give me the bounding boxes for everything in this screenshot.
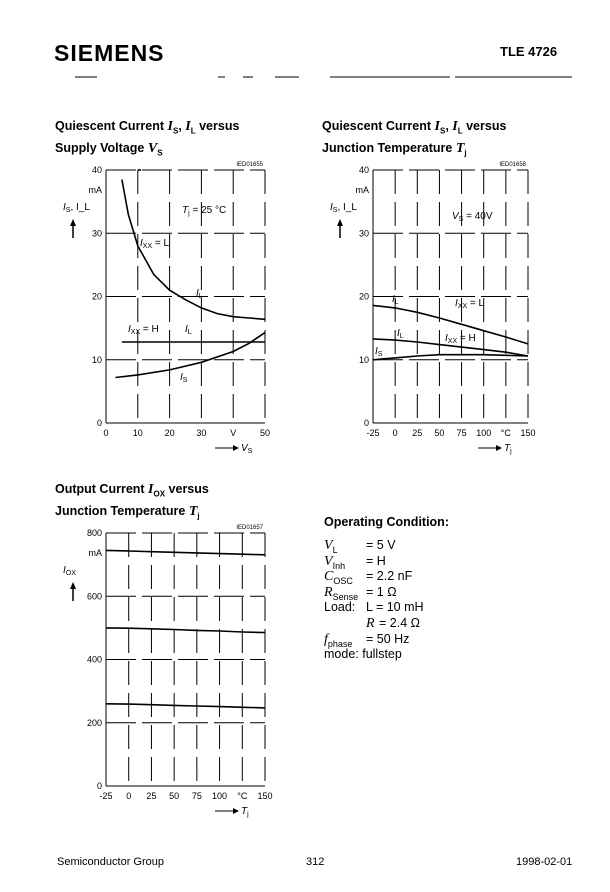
chart1-x-arrowhead (233, 445, 239, 451)
chart3-series-line (106, 628, 265, 633)
chart2-curve-label: $I_L$ (397, 328, 404, 340)
chart2-y-arrowhead (337, 219, 343, 226)
chart1-curve-label: $I_{XX} = L$ (140, 238, 170, 250)
chart2-xtick-label: 50 (434, 428, 445, 438)
chart1-curve-label: $I_S$ (180, 372, 188, 384)
footer-left: Semiconductor Group (57, 856, 164, 868)
chart3-xtick-label: °C (237, 791, 248, 801)
chart2-ytick-label: 20 (358, 291, 369, 302)
chart2-yunit: mA (355, 185, 369, 195)
chart1-ytick-label: 20 (91, 291, 102, 302)
chart2-xtick-label: 75 (456, 428, 467, 438)
chart2-curve-label: $I_{XX} = H$ (445, 333, 476, 345)
chart3-ylabel: $I_{OX}$ (63, 565, 76, 577)
chart2-xtick-label: 25 (412, 428, 423, 438)
chart2-xtick-label: -25 (366, 428, 380, 438)
chart1-yunit: mA (88, 185, 102, 195)
chart2-curve-label: $I_S$ (375, 346, 383, 358)
cond-row-vinh: $V_{Inh}$ = H (324, 553, 386, 571)
cond-row-mode: mode: fullstep (324, 647, 402, 662)
chart2-ytick-label: 30 (358, 228, 369, 239)
chart1-xtick-label: V (230, 428, 237, 438)
chart3-xtick-label: 100 (212, 791, 228, 801)
cond-row-load: Load: L = 10 mH (324, 600, 424, 615)
chart3-xtick-label: 0 (126, 791, 132, 801)
footer-page: 312 (306, 856, 325, 868)
chart2-ytick-label: 0 (363, 418, 369, 428)
chart3-xlabel: $T_j$ (241, 806, 249, 818)
document-id: TLE 4726 (500, 44, 558, 59)
chart2-series-line (373, 355, 528, 360)
chart1-annotation: $T_j = 25$ °C (182, 205, 227, 217)
chart3-ytick-label: 400 (86, 654, 102, 665)
chart2-annotation: $V_S = 40V$ (452, 211, 493, 223)
chart2-xtick-label: 100 (476, 428, 492, 438)
chart3-yunit: mA (88, 548, 102, 558)
cond-row-fphase: $f_{phase}$ = 50 Hz (324, 631, 410, 649)
chart1-ytick-label: 10 (91, 354, 102, 365)
chart3-ytick-label: 200 (86, 717, 102, 728)
chart1-curve-label: $I_L$ (196, 288, 203, 300)
chart3-series-line (106, 550, 265, 554)
chart1-curve-label: $I_{XX} = H$ (128, 324, 159, 336)
chart2-curve-label: $I_L$ (392, 294, 399, 306)
chart3-ref: IED01657 (236, 525, 263, 531)
chart2-curve-label: $I_{XX} = L$ (455, 298, 485, 310)
operating-condition-heading: Operating Condition: (324, 515, 449, 529)
cond-row-r: R = 2.4 Ω (366, 615, 420, 631)
chart3-ytick-label: 800 (86, 528, 102, 538)
chart2-title-line2: Junction Temperature $T_j$ (322, 140, 467, 157)
chart3-xtick-label: -25 (99, 791, 113, 801)
chart2-ref: IED01658 (499, 162, 526, 168)
chart2-ytick-label: 10 (358, 354, 369, 365)
cond-row-rsense: $R_{Sense}$ = 1 Ω (324, 584, 397, 602)
chart3-xtick-label: 50 (169, 791, 180, 801)
chart3-xtick-label: 75 (191, 791, 202, 801)
chart2-xlabel: $T_j$ (504, 443, 512, 455)
chart2-x-arrowhead (496, 445, 502, 451)
chart2-xtick-label: °C (500, 428, 511, 438)
chart3-title-line2: Junction Temperature $T_j$ (55, 503, 200, 520)
chart1-ref: IED01655 (236, 162, 263, 168)
chart2-title-line1: Quiescent Current $I_S$, $I_L$ versus (322, 119, 507, 136)
cond-row-cosc: $C_{OSC}$ = 2.2 nF (324, 569, 413, 586)
chart1-xtick-label: 20 (164, 428, 175, 438)
cond-row-vl: $V_L$ = 5 V (324, 538, 396, 555)
chart1-curve-label: $I_L$ (185, 324, 192, 336)
chart1-ytick-label: 40 (91, 165, 102, 175)
chart3-series-line (106, 704, 265, 708)
chart2-xtick-label: 150 (520, 428, 536, 438)
chart1-xtick-label: 0 (103, 428, 109, 438)
chart1-xtick-label: 10 (132, 428, 143, 438)
siemens-logo: SIEMENS (54, 40, 165, 66)
chart3-x-arrowhead (233, 808, 239, 814)
chart2-xtick-label: 0 (392, 428, 398, 438)
footer-date: 1998-02-01 (516, 856, 573, 868)
chart3-ytick-label: 600 (86, 591, 102, 602)
chart3-xtick-label: 25 (146, 791, 157, 801)
chart3-ytick-label: 0 (96, 781, 102, 791)
chart1-title-line2: Supply Voltage $V_S$ (55, 140, 163, 157)
chart2-ylabel: $I_S$, I_L (330, 202, 357, 214)
chart1-title-line1: Quiescent Current $I_S$, $I_L$ versus (55, 119, 240, 136)
chart3-y-arrowhead (70, 582, 76, 589)
chart1-y-arrowhead (70, 219, 76, 226)
chart1-ylabel: $I_S$, I_L (63, 202, 90, 214)
chart2-ytick-label: 40 (358, 165, 369, 175)
chart1-xlabel: $V_S$ (241, 443, 253, 455)
chart1-ytick-label: 30 (91, 228, 102, 239)
chart1-xtick-label: 30 (196, 428, 207, 438)
operating-condition-list (324, 538, 424, 663)
chart1-xtick-label: 50 (259, 428, 271, 438)
chart1-ytick-label: 0 (96, 418, 102, 428)
chart3-title-line1: Output Current $I_{OX}$ versus (55, 482, 209, 499)
chart3-xtick-label: 150 (257, 791, 273, 801)
